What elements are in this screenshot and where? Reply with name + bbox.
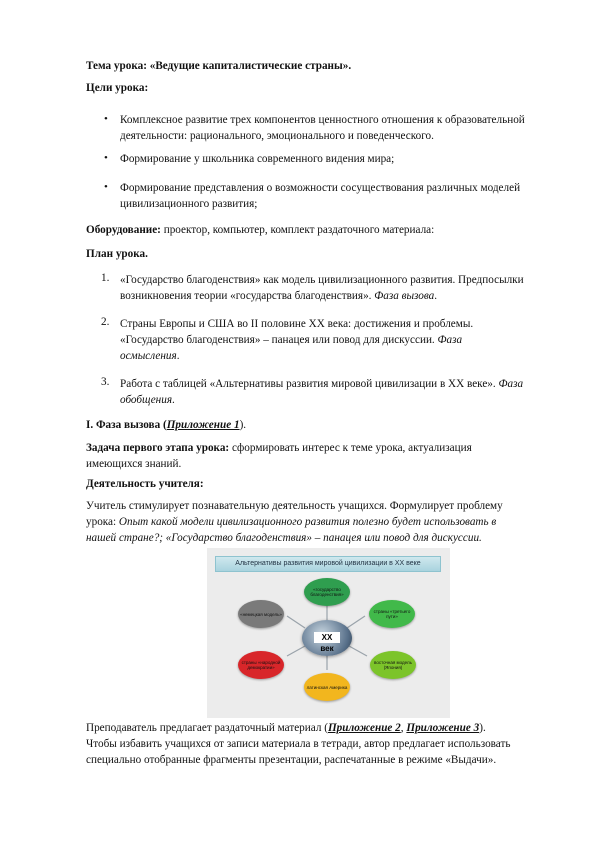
lesson-topic: Тема урока: «Ведущие капиталистические страны». [86, 60, 352, 72]
teacher-heading: Деятельность учителя: [86, 478, 204, 490]
plan-item-3: Работа с таблицей «Альтернативы развития мировой цивилизации в XX веке». Фаза обобщения. [120, 378, 524, 406]
node-peoples-democracy: страны «народной демократии» [238, 651, 284, 679]
goal-item-3: Формирование представления о возможности сосуществования различных моделей цивилизационного развития; [120, 182, 521, 210]
center-label: XX век [314, 632, 340, 643]
node-eastern-model: восточная модель (Япония) [370, 651, 416, 679]
bullet: • [104, 181, 108, 193]
appendix-1-link[interactable]: Приложение 1 [166, 419, 240, 431]
node-third-way: страны «третьего пути» [369, 600, 415, 628]
task-paragraph: Задача первого этапа урока: сформировать интерес к теме урока, актуализация имеющихся знаний. [86, 442, 472, 470]
node-welfare-state: «государство благоденствия» [304, 578, 350, 606]
appendix-3-link[interactable]: Приложение 3 [406, 722, 480, 734]
plan-heading: План урока. [86, 248, 148, 260]
closing-paragraph: Преподаватель предлагает раздаточный материал (Приложение 2, Приложение 3). Чтобы избавить учащихся от записи материала в тетради, автор предлагает использовать специально отобранные фрагменты презентации, распечатанные в режиме «Выдачи». [86, 722, 511, 766]
plan-number: 3. [101, 376, 110, 388]
node-latin-america: латинская Америка [304, 673, 350, 701]
phase1-heading: I. Фаза вызова (Приложение 1). [86, 419, 247, 431]
plan-number: 1. [101, 272, 110, 284]
goal-item-2: Формирование у школьника современного видения мира; [120, 153, 395, 165]
plan-item-1: «Государство благоденствия» как модель цивилизационного развития. Предпосылки возникновения теории «государства благоденствия». Фаза вызова. [120, 274, 524, 302]
appendix-2-link[interactable]: Приложение 2 [327, 722, 401, 734]
bullet: • [104, 152, 108, 164]
node-german-model: «немецкая модель» [238, 600, 284, 628]
alternatives-diagram [207, 548, 450, 718]
goal-item-1: Комплексное развитие трех компонентов ценностного отношения к образовательной деятельности: рационального, эмоционального и поведенческого. [120, 114, 525, 142]
diagram-title: Альтернативы развития мировой цивилизации в ХХ веке [215, 556, 441, 572]
teacher-paragraph: Учитель стимулирует познавательную деятельность учащихся. Формулирует проблему урока: Опыт какой модели цивилизационного развития полезно будет использовать в нашей стране?; «Государство благоденствия» – панацея или повод для дискуссии. [86, 500, 503, 544]
bullet: • [104, 113, 108, 125]
plan-number: 2. [101, 316, 110, 328]
equipment: Оборудование: проектор, компьютер, комплект раздаточного материала: [86, 224, 435, 236]
plan-item-2: Страны Европы и США во II половине XX века: достижения и проблемы. «Государство благоденствия» – панацея или повод для дискуссии. Фаза осмысления. [120, 318, 474, 362]
goals-heading: Цели урока: [86, 82, 149, 94]
